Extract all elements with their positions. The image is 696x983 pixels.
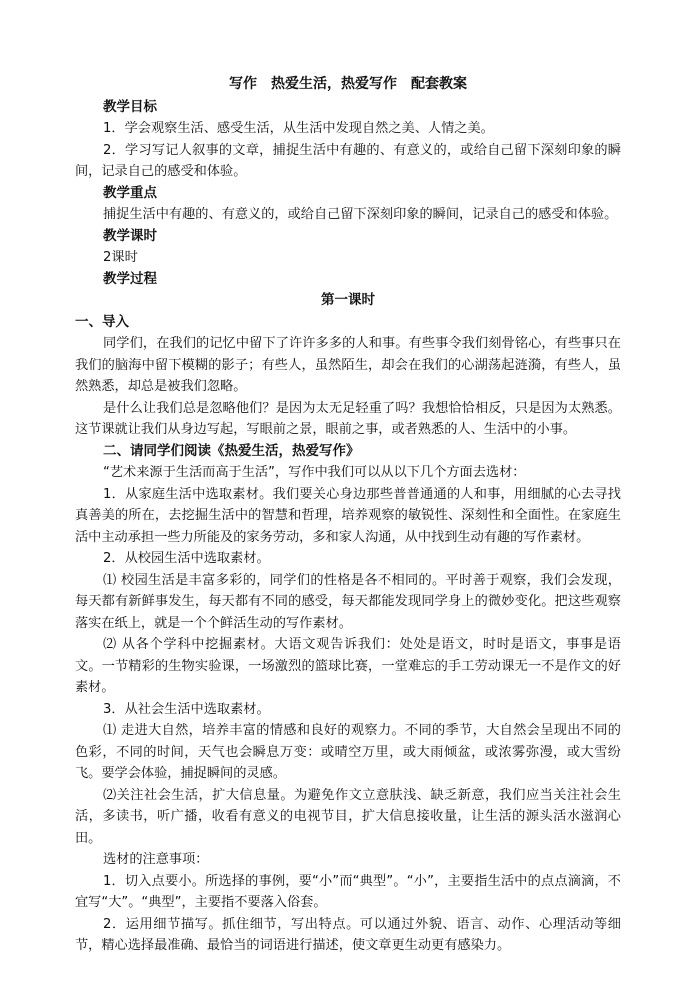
source-paragraph: 2．从校园生活中选取素材。: [103, 551, 270, 566]
heading-key-points: 教学重点: [103, 184, 157, 201]
source-paragraph: 1．从家庭生活中选取素材。我们要关心身边那些普普通通的人和事，用细腻的心去寻找真善美的所在，去挖掘生活中的智慧和哲理，培养观察的敏锐性、深刻性和全面性。在家庭生活中主动承担一些力所能及的家务劳动，多和家人沟通，从中找到生动有趣的写作素材。: [75, 486, 621, 545]
heading-teaching-goals: 教学目标: [103, 98, 157, 115]
goal-item: 1．学会观察生活、感受生活，从生活中发现自然之美、人情之美。: [103, 121, 494, 136]
key-point-text: 捕捉生活中有趣的、有意义的，或给自己留下深刻印象的瞬间，记录自己的感受和体验。: [103, 207, 618, 222]
part-reading-heading: 二、请同学们阅读《热爱生活，热爱写作》: [103, 442, 360, 459]
source-paragraph: ⑴ 走进大自然，培养丰富的情感和良好的观察力。不同的季节，大自然会呈现出不同的色彩，不同的时间，天气也会瞬息万变：或晴空万里，或大雨倾盆，或浓雾弥漫，或大雪纷飞。要学会体验，捕捉瞬间的灵感。: [75, 723, 621, 781]
document-page: [75, 74, 621, 957]
source-paragraph: 3．从社会生活中选取素材。: [103, 701, 270, 717]
goal-item: 2．学习写记人叙事的文章，捕捉生活中有趣的、有意义的，或给自己留下深刻印象的瞬间，记录自己的感受和体验。: [75, 142, 621, 179]
source-paragraph: ⑵关注社会生活，扩大信息量。为避免作文立意肤浅、缺乏新意，我们应当关注社会生活，多读书，听广播，收看有意义的电视节目，扩大信息接收量，让生活的源头活水滋润心田。: [75, 787, 621, 846]
note-item: 2．运用细节描写。抓住细节，写出特点。可以通过外貌、语言、动作、心理活动等细节，精心选择最准确、最恰当的词语进行描述，使文章更生动更有感染力。: [75, 916, 621, 953]
heading-class-hours: 教学课时: [103, 227, 157, 244]
document-title: 写作 热爱生活，热爱写作 配套教案: [229, 76, 467, 92]
notes-title: 选材的注意事项：: [103, 852, 209, 867]
source-paragraph: ⑵ 从各个学科中挖掘素材。大语文观告诉我们：处处是语文，时时是语文，事事是语文。一节精彩的生物实验课，一场激烈的篮球比赛，一堂难忘的手工劳动课无一不是作文的好素材。: [75, 637, 621, 695]
intro-paragraph: 同学们，在我们的记忆中留下了许许多多的人和事。有些事令我们刻骨铭心，有些事只在我们的脑海中留下模糊的影子；有些人，虽然陌生，却会在我们的心湖荡起涟漪，有些人，虽然熟悉，却总是被我们忽略。: [75, 336, 621, 394]
part-intro-heading: 一、导入: [75, 313, 129, 330]
quote-paragraph: “艺术来源于生活而高于生活”，写作中我们可以从以下几个方面去选材：: [103, 465, 526, 480]
class-hours-text: 2课时: [103, 250, 138, 265]
heading-teaching-process: 教学过程: [103, 270, 157, 287]
note-item: 1．切入点要小。所选择的事例，要“小”而“典型”。“小”，主要指生活中的点点滴滴，不宜写“大”。“典型”，主要指不要落入俗套。: [75, 873, 621, 910]
source-paragraph: ⑴ 校园生活是丰富多彩的，同学们的性格是各不相同的。平时善于观察，我们会发现，每天都有新鲜事发生，每天都有不同的感受，每天都能发现同学身上的微妙变化。把这些观察落实在纸上，就是一个个鲜活生动的写作素材。: [75, 572, 621, 631]
lesson-one-title: 第一课时: [321, 292, 375, 308]
intro-paragraph: 是什么让我们总是忽略他们？是因为太无足轻重了吗？我想恰恰相反，只是因为太熟悉。这节课就让我们从身边写起，写眼前之景，眼前之事，或者熟悉的人、生活中的小事。: [75, 400, 621, 437]
